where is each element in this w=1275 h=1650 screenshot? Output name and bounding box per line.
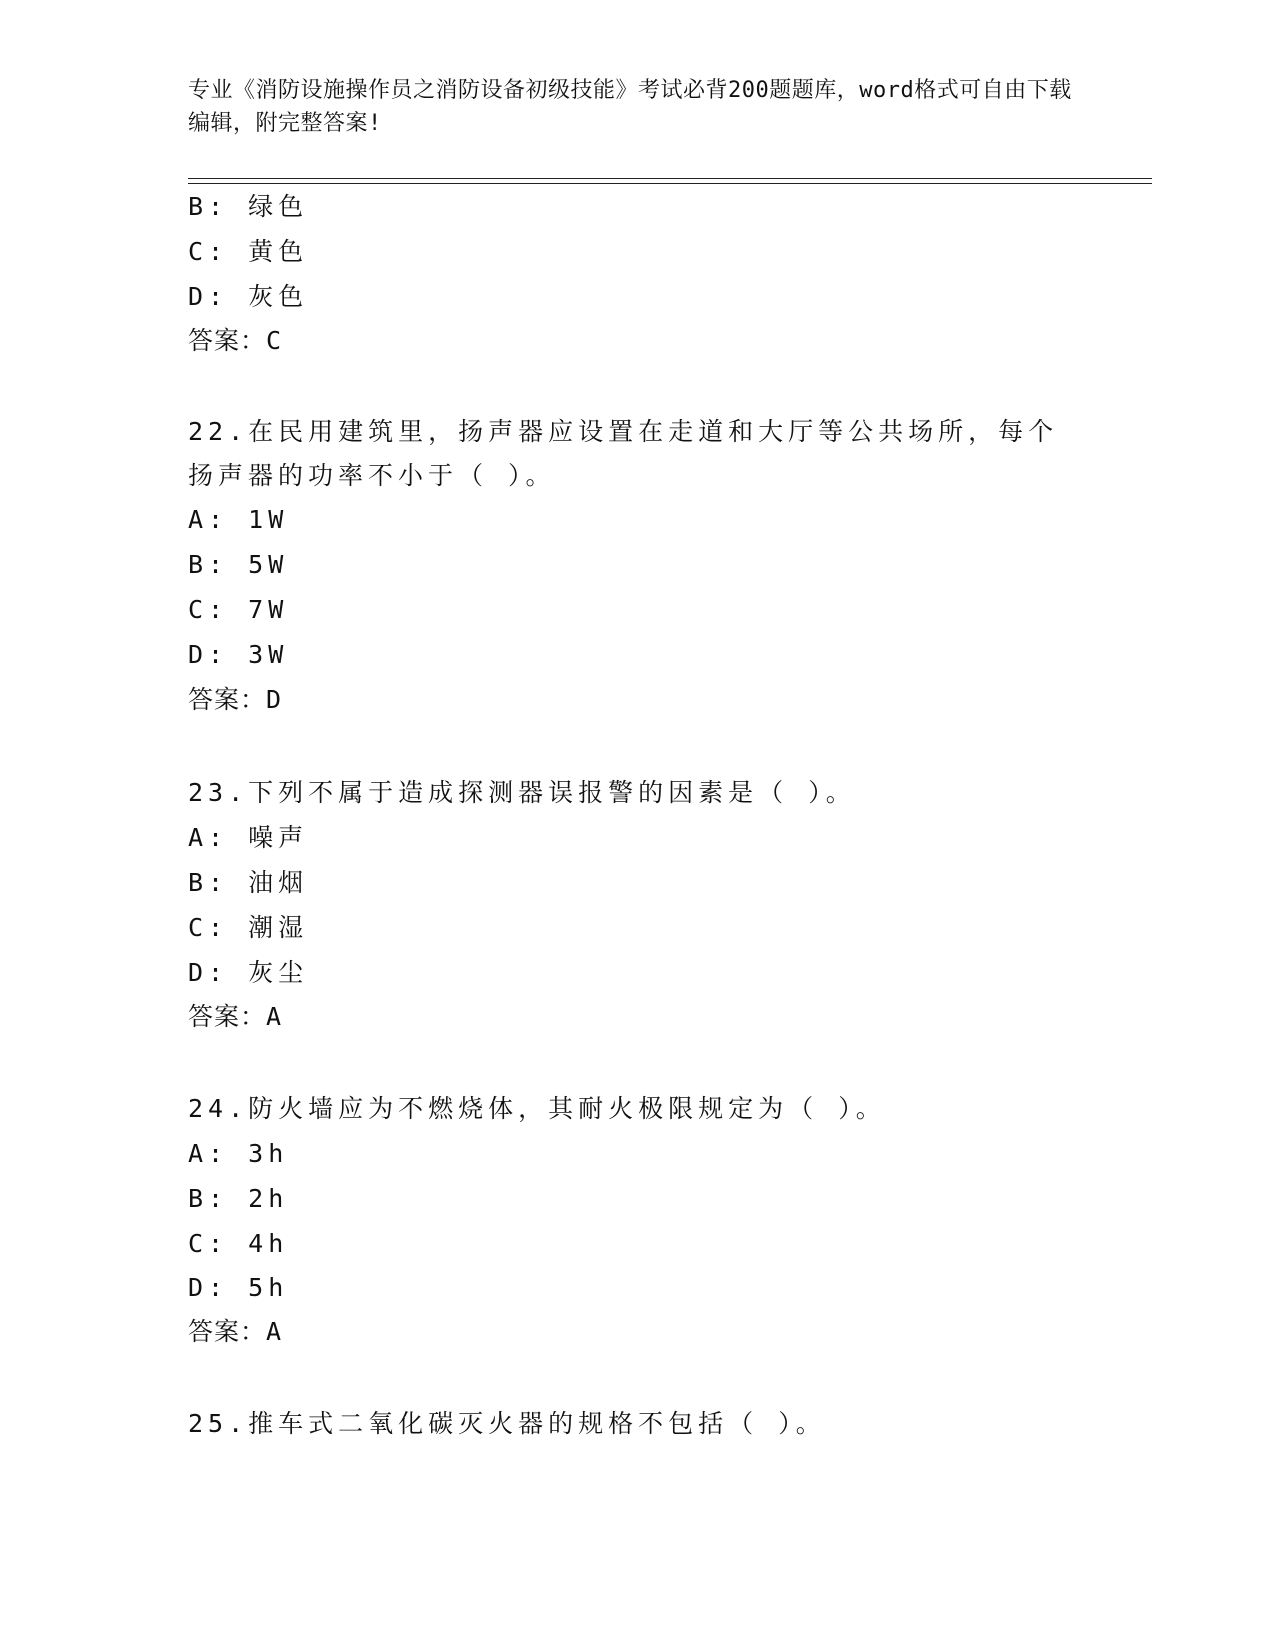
option-line: D: 5h xyxy=(188,1273,289,1302)
option-line: D: 灰色 xyxy=(188,282,309,311)
option-line: A: 1W xyxy=(188,505,289,534)
answer-line: 答案：C xyxy=(188,326,283,355)
answer-line: 答案：A xyxy=(188,1002,283,1031)
question-text: 25.推车式二氧化碳灭火器的规格不包括（ ）。 xyxy=(188,1409,826,1438)
option-line: B: 绿色 xyxy=(188,192,309,221)
option-line: A: 噪声 xyxy=(188,823,309,852)
answer-line: 答案：A xyxy=(188,1317,283,1346)
option-line: D: 3W xyxy=(188,640,289,669)
question-text: 24.防火墙应为不燃烧体，其耐火极限规定为（ ）。 xyxy=(188,1094,886,1123)
question-text: 22.在民用建筑里，扬声器应设置在走道和大厅等公共场所，每个扬声器的功率不小于（ ）。 xyxy=(188,417,1059,490)
header-rule-top xyxy=(188,178,1152,179)
option-line: B: 2h xyxy=(188,1184,289,1213)
option-line: B: 油烟 xyxy=(188,868,309,897)
option-line: C: 4h xyxy=(188,1229,289,1258)
option-line: C: 7W xyxy=(188,595,289,624)
option-line: A: 3h xyxy=(188,1139,289,1168)
option-line: C: 潮湿 xyxy=(188,913,309,942)
option-line: B: 5W xyxy=(188,550,289,579)
question-text: 23.下列不属于造成探测器误报警的因素是（ ）。 xyxy=(188,778,856,807)
page-header: 专业《消防设施操作员之消防设备初级技能》考试必背200题题库，word格式可自由下载编辑，附完整答案! xyxy=(188,78,1072,136)
option-line: D: 灰尘 xyxy=(188,958,309,987)
option-line: C: 黄色 xyxy=(188,237,309,266)
answer-line: 答案：D xyxy=(188,685,283,714)
header-rule-bottom xyxy=(188,183,1152,184)
